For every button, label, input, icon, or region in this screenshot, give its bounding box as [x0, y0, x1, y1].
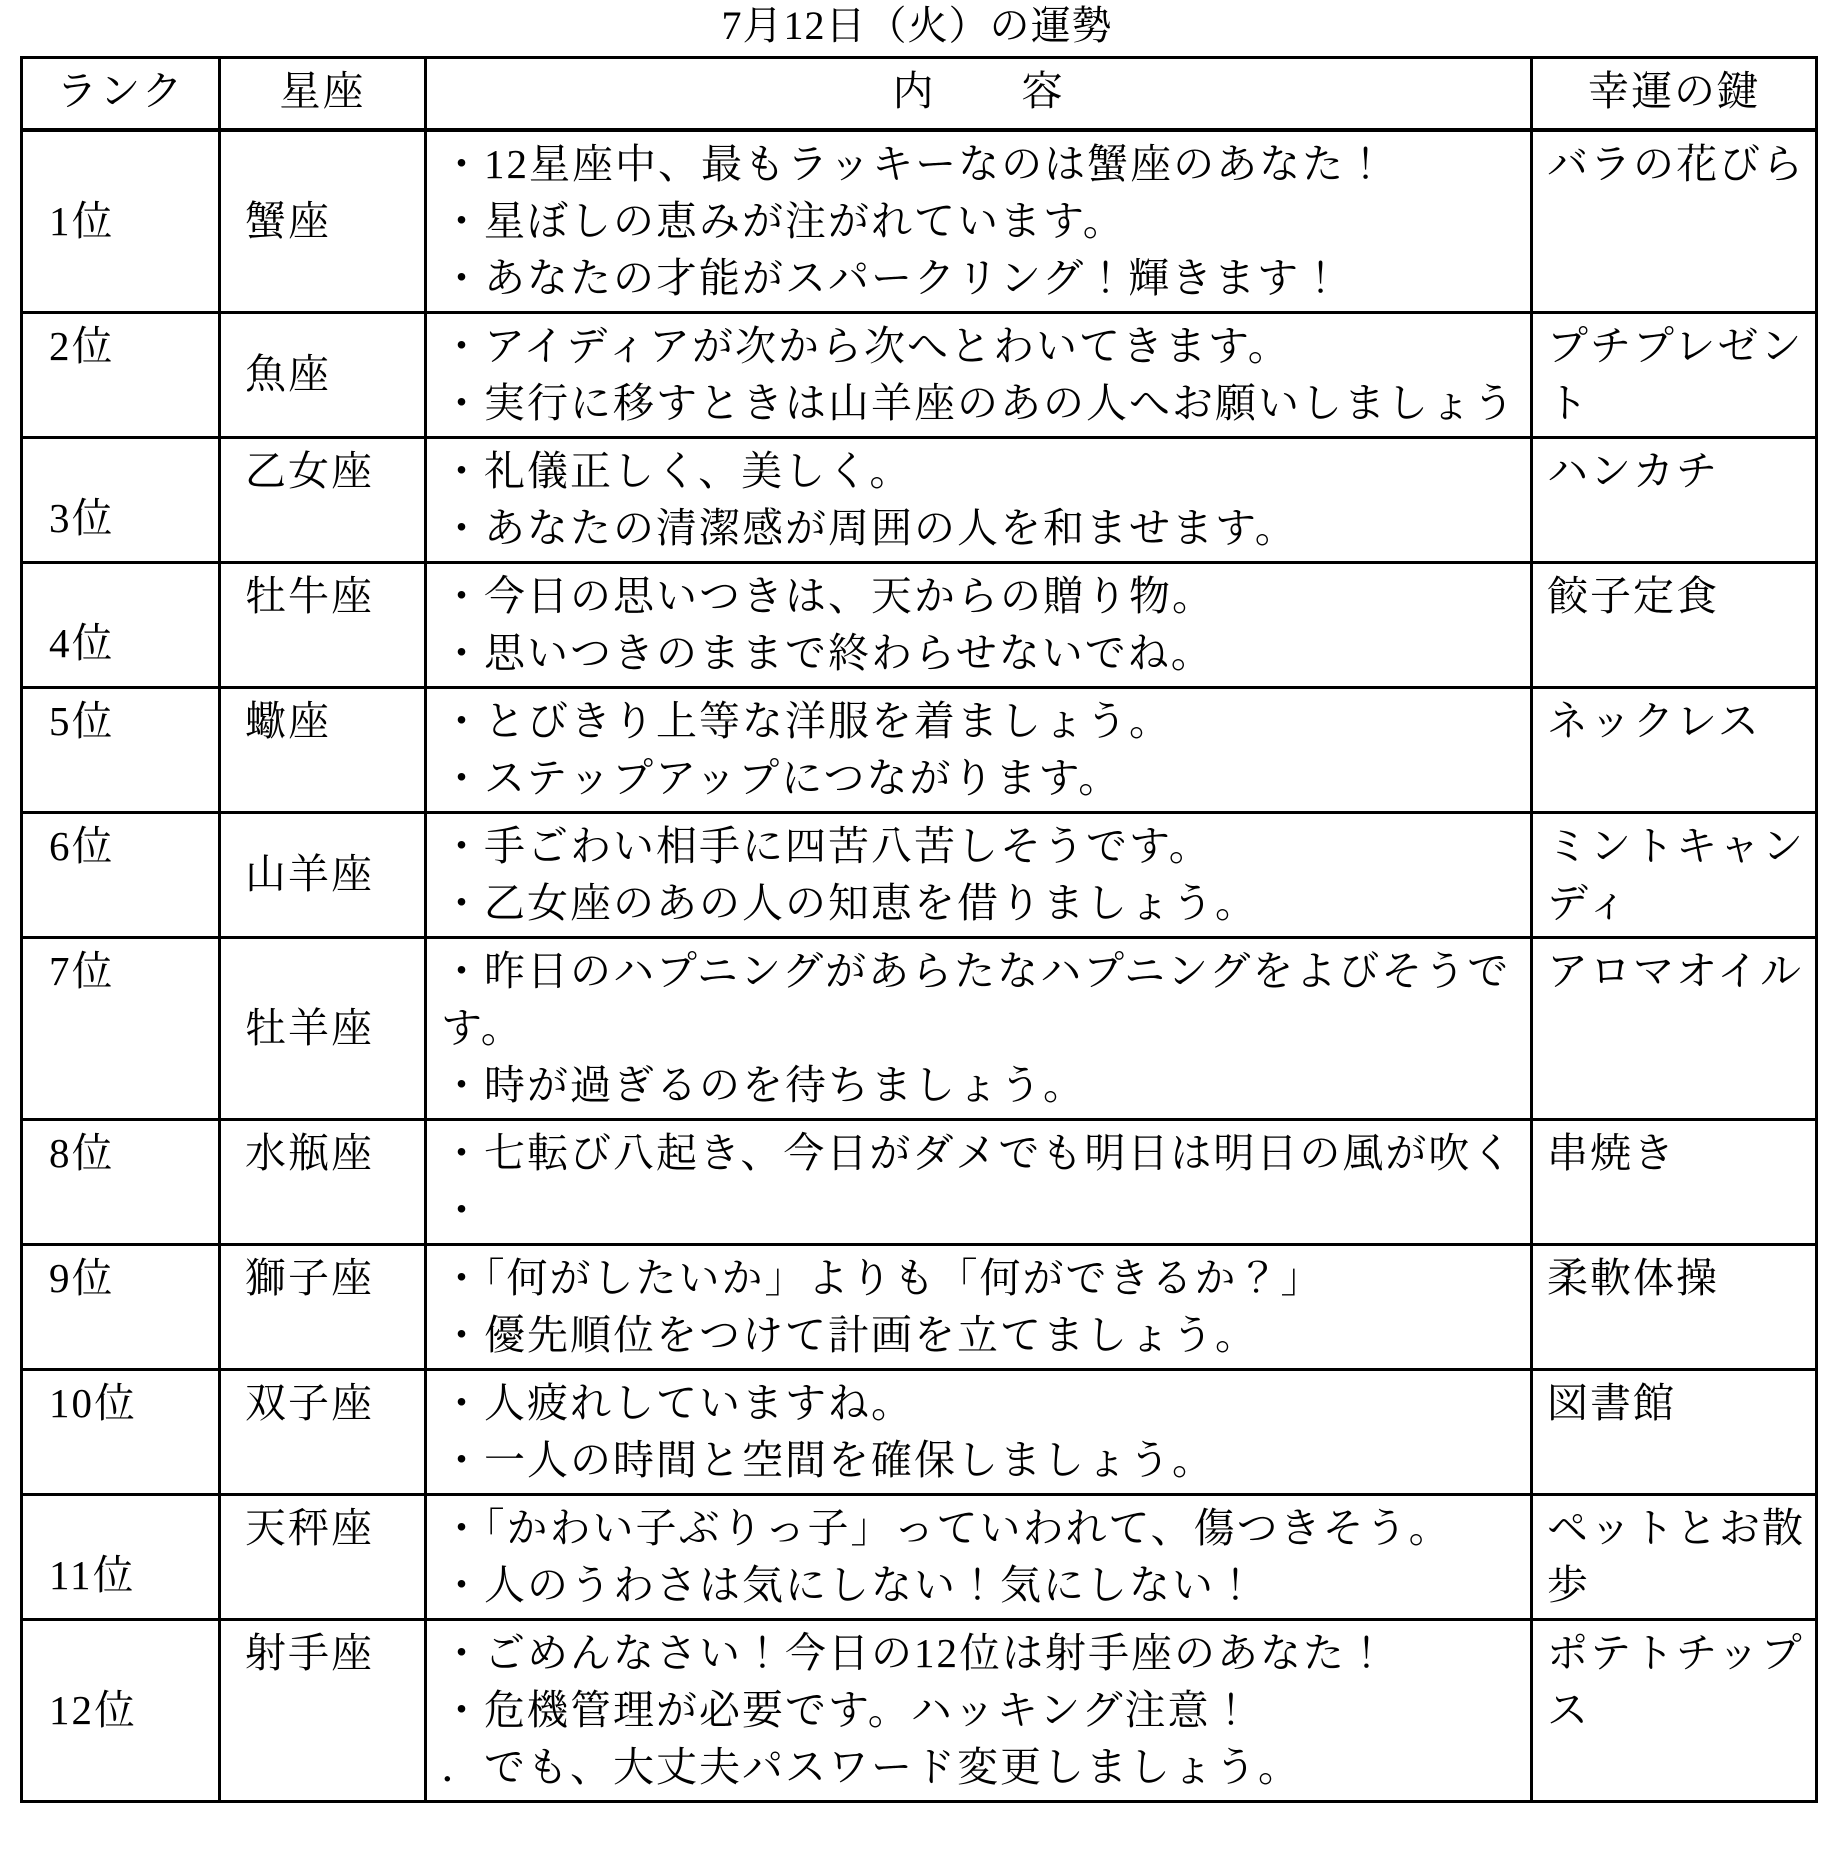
- rank-cell: 11位: [22, 1494, 220, 1619]
- page-title: 7月12日（火）の運勢: [721, 3, 1113, 48]
- sign-cell: 乙女座: [220, 437, 426, 562]
- sign-cell: 天秤座: [220, 1494, 426, 1619]
- lucky-key-cell: 柔軟体操: [1532, 1244, 1817, 1369]
- rank-cell: 6位: [22, 812, 220, 937]
- content-line: ・アイディアが次から次へとわいてきます。: [441, 322, 1291, 369]
- lucky-key-cell: 餃子定食: [1532, 562, 1817, 687]
- header-row: [22, 58, 1817, 130]
- table-row: [22, 1369, 1817, 1494]
- content-cell: [426, 937, 1532, 1119]
- rank-cell: 12位: [22, 1619, 220, 1801]
- header-lucky: 幸運の鍵: [1532, 58, 1817, 130]
- rank-cell: 9位: [22, 1244, 220, 1369]
- table-row: [22, 130, 1817, 313]
- rank-cell: 2位: [22, 312, 220, 437]
- content-cell: [426, 1619, 1532, 1801]
- table-row: [22, 312, 1817, 437]
- content-cell: [426, 1369, 1532, 1494]
- lucky-key-cell: ハンカチ: [1532, 437, 1817, 562]
- rank-cell: 1位: [22, 130, 220, 313]
- content-cell: [426, 1244, 1532, 1369]
- content-cell: [426, 1119, 1532, 1244]
- content-cell: [426, 812, 1532, 937]
- content-line: ・思いつきのままで終わらせないでね。: [441, 629, 1214, 676]
- header-rank: ランク: [22, 58, 220, 130]
- lucky-key-cell: 串焼き: [1532, 1119, 1817, 1244]
- rank-cell: 10位: [22, 1369, 220, 1494]
- rank-cell: 4位: [22, 562, 220, 687]
- content-line: ・あなたの才能がスパークリング！輝きます！: [441, 254, 1344, 301]
- content-line: ・実行に移すときは山羊座のあの人へお願いしましょう: [441, 379, 1516, 426]
- content-line: ・一人の時間と空間を確保しましょう。: [441, 1436, 1215, 1483]
- horoscope-table: [20, 56, 1818, 1803]
- sign-cell: 牡羊座: [220, 937, 426, 1119]
- content-line: ・「何がしたいか」よりも「何ができるか？」: [441, 1254, 1324, 1301]
- content-line: ・ステップアップにつながります。: [441, 754, 1122, 801]
- content-cell: [426, 130, 1532, 313]
- content-cell: [426, 687, 1532, 812]
- content-line: ・ごめんなさい！今日の12位は射手座のあなた！: [441, 1629, 1389, 1676]
- content-line: ・星ぼしの恵みが注がれています。: [441, 197, 1126, 244]
- table-row: [22, 437, 1817, 562]
- header-sign: 星座: [220, 58, 426, 130]
- header-content: 内 容: [426, 58, 1532, 130]
- content-line: ・乙女座のあの人の知恵を借りましょう。: [441, 879, 1258, 926]
- table-header: [22, 58, 1817, 130]
- content-cell: [426, 562, 1532, 687]
- content-line: ・: [441, 1186, 484, 1233]
- content-line: ・礼儀正しく、美しく。: [441, 447, 913, 494]
- sign-cell: 射手座: [220, 1619, 426, 1801]
- table-row: [22, 562, 1817, 687]
- sign-cell: 魚座: [220, 312, 426, 437]
- content-line: ．でも、大丈夫パスワード変更しましょう。: [441, 1743, 1301, 1790]
- content-line: ・七転び八起き、今日がダメでも明日は明日の風が吹く: [441, 1129, 1515, 1176]
- lucky-key-cell: ペットとお散歩: [1532, 1494, 1817, 1619]
- sign-cell: 蟹座: [220, 130, 426, 313]
- sign-cell: 山羊座: [220, 812, 426, 937]
- content-line: ・時が過ぎるのを待ちましょう。: [441, 1061, 1086, 1108]
- lucky-key-cell: ミントキャンディ: [1532, 812, 1817, 937]
- sign-cell: 蠍座: [220, 687, 426, 812]
- lucky-key-cell: バラの花びら: [1532, 130, 1817, 313]
- rank-cell: 3位: [22, 437, 220, 562]
- horoscope-table-body: [22, 130, 1817, 1802]
- rank-cell: 7位: [22, 937, 220, 1119]
- content-line: ・危機管理が必要です。ハッキング注意！: [441, 1686, 1254, 1733]
- table-row: [22, 1244, 1817, 1369]
- lucky-key-cell: 図書館: [1532, 1369, 1817, 1494]
- content-line: ・手ごわい相手に四苦八苦しそうです。: [441, 822, 1212, 869]
- lucky-key-cell: アロマオイル: [1532, 937, 1817, 1119]
- rank-cell: 5位: [22, 687, 220, 812]
- table-row: [22, 1494, 1817, 1619]
- content-line: ・優先順位をつけて計画を立てましょう。: [441, 1311, 1258, 1358]
- sign-cell: 水瓶座: [220, 1119, 426, 1244]
- rank-cell: 8位: [22, 1119, 220, 1244]
- content-line: ・昨日のハプニングがあらたなハプニングをよびそうです。: [441, 947, 1511, 1051]
- content-line: ・「かわい子ぶりっ子」っていわれて、傷つきそう。: [441, 1504, 1452, 1551]
- content-cell: [426, 1494, 1532, 1619]
- content-line: ・とびきり上等な洋服を着ましょう。: [441, 697, 1172, 744]
- content-line: ・人疲れしていますね。: [441, 1379, 914, 1426]
- table-row: [22, 1119, 1817, 1244]
- lucky-key-cell: プチプレゼント: [1532, 312, 1817, 437]
- table-row: [22, 687, 1817, 812]
- table-row: [22, 812, 1817, 937]
- content-cell: [426, 437, 1532, 562]
- content-line: ・12星座中、最もラッキーなのは蟹座のあなた！: [441, 140, 1389, 187]
- lucky-key-cell: ポテトチップス: [1532, 1619, 1817, 1801]
- content-cell: [426, 312, 1532, 437]
- content-line: ・あなたの清潔感が周囲の人を和ませます。: [441, 504, 1298, 551]
- table-row: [22, 937, 1817, 1119]
- content-line: ・人のうわさは気にしない！気にしない！: [441, 1561, 1258, 1608]
- sign-cell: 獅子座: [220, 1244, 426, 1369]
- table-row: [22, 1619, 1817, 1801]
- sign-cell: 牡牛座: [220, 562, 426, 687]
- lucky-key-cell: ネックレス: [1532, 687, 1817, 812]
- sign-cell: 双子座: [220, 1369, 426, 1494]
- content-line: ・今日の思いつきは、天からの贈り物。: [441, 572, 1215, 619]
